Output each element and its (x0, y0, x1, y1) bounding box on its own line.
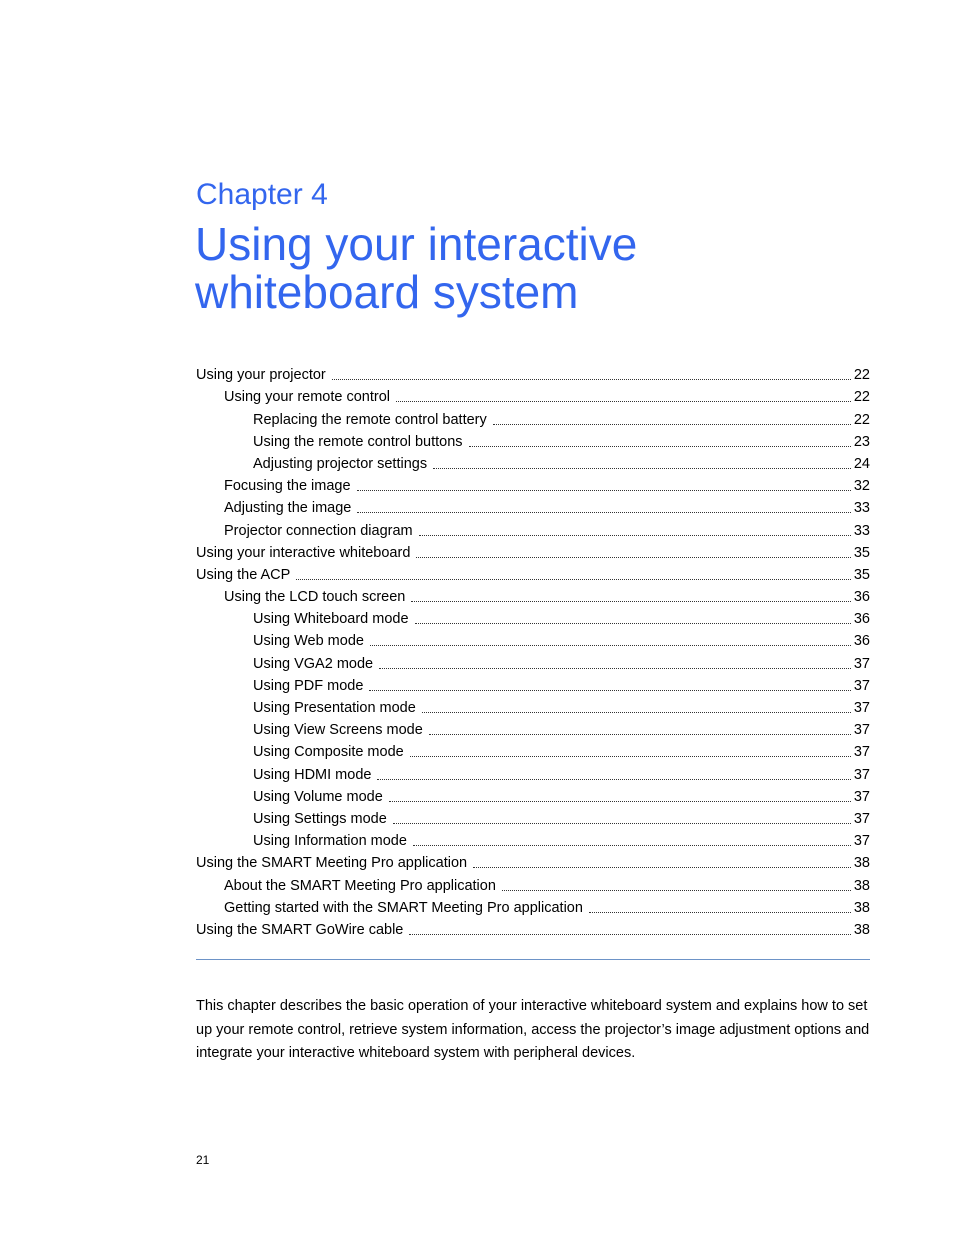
toc-entry-page: 38 (853, 855, 870, 872)
chapter-title-line-2: whiteboard system (195, 266, 579, 318)
toc-entry[interactable] (196, 429, 870, 451)
toc-entry[interactable] (196, 717, 870, 739)
toc-dot-leader (413, 845, 851, 846)
toc-entry-page: 33 (853, 500, 870, 517)
toc-entry-page: 37 (853, 833, 870, 850)
toc-dot-leader (415, 623, 851, 624)
toc-entry[interactable] (196, 761, 870, 783)
toc-entry-page: 24 (853, 455, 870, 472)
toc-entry-title: Using VGA2 mode (253, 655, 374, 672)
toc-entry-title: Using your interactive whiteboard (196, 544, 411, 561)
toc-dot-leader (296, 579, 851, 580)
toc-entry-title: Using Web mode (253, 633, 364, 650)
toc-entry[interactable] (196, 451, 870, 473)
toc-entry-title: Using the remote control buttons (253, 433, 463, 450)
toc-entry[interactable] (196, 739, 870, 761)
toc-entry-page: 22 (853, 411, 870, 428)
toc-entry-title: Using Presentation mode (253, 700, 416, 716)
toc-dot-leader (377, 779, 850, 780)
toc-entry-page: 36 (853, 611, 870, 628)
toc-entry-title: Adjusting projector settings (253, 455, 428, 472)
toc-entry-title: Using Information mode (253, 833, 407, 850)
toc-dot-leader (419, 535, 851, 536)
toc-entry[interactable] (196, 872, 870, 894)
chapter-title (195, 220, 875, 316)
toc-entry[interactable] (196, 540, 870, 562)
toc-entry-title: Focusing the image (224, 478, 351, 495)
chapter-title-line-1: Using your interactive (195, 218, 638, 270)
toc-dot-leader (433, 468, 851, 469)
toc-entry-title: Adjusting the image (224, 500, 352, 517)
toc-entry-page: 37 (853, 655, 870, 672)
toc-entry-title: Using Settings mode (253, 810, 387, 827)
toc-entry[interactable] (196, 917, 870, 939)
toc-dot-leader (469, 446, 851, 447)
toc-entry-page: 35 (853, 544, 870, 561)
toc-entry-title: Using your projector (196, 367, 326, 384)
toc-entry-page: 37 (853, 766, 870, 783)
toc-entry[interactable] (196, 606, 870, 628)
toc-dot-leader (379, 668, 851, 669)
toc-entry[interactable] (196, 384, 870, 406)
toc-entry-title: Using HDMI mode (253, 766, 372, 783)
toc-dot-leader (411, 601, 851, 602)
toc-entry-page: 32 (853, 478, 870, 495)
chapter-label: Chapter 4 (196, 178, 328, 211)
toc-entry-page: 37 (853, 788, 870, 805)
toc-dot-leader (369, 690, 850, 691)
toc-entry-title: Using the SMART GoWire cable (196, 921, 404, 938)
toc-entry-page: 38 (853, 899, 870, 916)
toc-entry-title: Using Composite mode (253, 744, 404, 761)
toc-dot-leader (429, 734, 851, 735)
toc-entry[interactable] (196, 784, 870, 806)
table-of-contents (196, 362, 870, 939)
toc-entry[interactable] (196, 628, 870, 650)
toc-dot-leader (473, 867, 851, 868)
toc-entry-page: 36 (853, 589, 870, 606)
toc-dot-leader (332, 379, 851, 380)
toc-entry[interactable] (196, 673, 870, 695)
toc-entry-title: Using your remote control (224, 389, 391, 406)
toc-entry[interactable] (196, 895, 870, 917)
toc-entry-page: 37 (853, 677, 870, 694)
toc-entry-page: 37 (853, 744, 870, 761)
toc-entry-title: Using the ACP (196, 566, 291, 583)
toc-entry[interactable] (196, 406, 870, 428)
toc-entry[interactable] (196, 850, 870, 872)
toc-entry-title: Using the LCD touch screen (224, 589, 406, 606)
toc-dot-leader (493, 424, 851, 425)
toc-entry-title: Using the SMART Meeting Pro application (196, 855, 468, 872)
toc-dot-leader (502, 890, 851, 891)
toc-entry[interactable] (196, 806, 870, 828)
toc-dot-leader (589, 912, 851, 913)
toc-entry-title: Using Whiteboard mode (253, 611, 409, 628)
toc-entry-title: About the SMART Meeting Pro application (224, 877, 496, 894)
toc-entry-title: Using Volume mode (253, 788, 383, 805)
toc-entry[interactable] (196, 695, 870, 717)
toc-dot-leader (389, 801, 851, 802)
toc-dot-leader (396, 401, 851, 402)
toc-entry[interactable] (196, 362, 870, 384)
toc-entry[interactable] (196, 473, 870, 495)
toc-entry-title: Getting started with the SMART Meeting Pro application (224, 899, 583, 916)
toc-dot-leader (422, 712, 851, 713)
toc-entry[interactable] (196, 495, 870, 517)
toc-entry-page: 36 (853, 633, 870, 650)
toc-entry-page: 38 (853, 921, 870, 938)
toc-dot-leader (357, 512, 851, 513)
page-number: 21 (196, 1153, 210, 1167)
toc-entry-page: 23 (853, 433, 870, 450)
toc-entry-page: 22 (853, 367, 870, 384)
toc-dot-leader (370, 645, 851, 646)
intro-paragraph: This chapter describes the basic operation of your interactive whiteboard system and explains how to set up your remote control, retrieve system information, access the projector’s image adjustment options and integrate your interactive whiteboard system with peripheral devices. (196, 998, 870, 1061)
toc-dot-leader (410, 756, 851, 757)
toc-entry-title: Using View Screens mode (253, 722, 423, 739)
toc-entry-page: 35 (853, 566, 870, 583)
toc-entry-page: 37 (853, 810, 870, 827)
toc-entry[interactable] (196, 584, 870, 606)
toc-dot-leader (357, 490, 851, 491)
toc-dot-leader (393, 823, 851, 824)
toc-entry-title: Using PDF mode (253, 677, 364, 694)
toc-entry-title: Projector connection diagram (224, 522, 413, 539)
toc-entry-page: 37 (853, 700, 870, 716)
toc-entry[interactable] (196, 828, 870, 850)
toc-entry[interactable] (196, 650, 870, 672)
toc-entry-title: Replacing the remote control battery (253, 411, 487, 428)
toc-entry-page: 22 (853, 389, 870, 406)
toc-dot-leader (416, 557, 850, 558)
toc-entry-page: 37 (853, 722, 870, 739)
section-divider (196, 959, 870, 960)
toc-entry-page: 33 (853, 522, 870, 539)
toc-entry[interactable] (196, 517, 870, 539)
toc-entry[interactable] (196, 562, 870, 584)
toc-entry-page: 38 (853, 877, 870, 894)
toc-dot-leader (409, 934, 850, 935)
